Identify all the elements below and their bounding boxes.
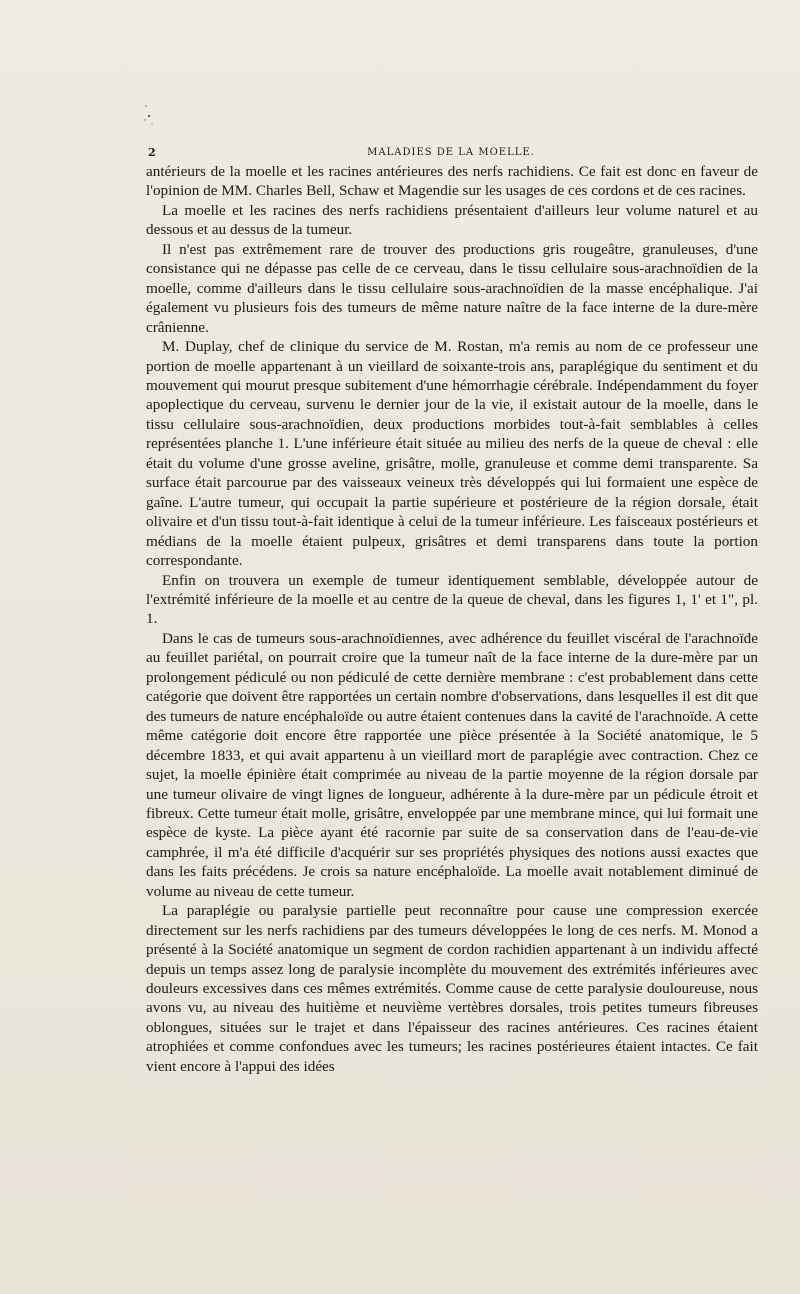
paragraph: antérieurs de la moelle et les racines antérieures des nerfs rachidiens. Ce fait est donc en faveur de l'opinion de MM. Charles Bell, Schaw et Magendie sur les usages de ces cordons et de ces racines.	[146, 163, 758, 200]
paragraph: La moelle et les racines des nerfs rachidiens présentaient d'ailleurs leur volume naturel et au dessous et au dessus de la tumeur.	[146, 201, 758, 239]
paragraph: M. Duplay, chef de clinique du service de M. Rostan, m'a remis au nom de ce professeur une portion de moelle appartenant à un vieillard de soixante-trois ans, paraplégique du sentiment et du mouvement qui mourut presque subitement d'une hémorrhagie cérébrale. Indépendamment du foyer apoplectique du cerveau, survenu le dernier jour de la vie, il existait autour de la moelle, dans le tissu cellulaire sous-arachnoïdien, deux productions morbides tout-à-fait semblables à celles représentées planche 1. L'une inférieure était située au milieu des nerfs de la queue de cheval : elle était du volume d'une grosse aveline, grisâtre, molle, granuleuse et comme demi transparente. Sa surface était parcourue par des vaisseaux veineux très développés qui lui formaient une espèce de gaîne. L'autre tumeur, qui occupait la partie supérieure et postérieure de la région dorsale, était olivaire et d'un tissu tout-à-fait identique à celui de la tumeur inférieure. Les faisceaux postérieurs et médians de la moelle étaient pulpeux, grisâtres et demi transparens dans toute la portion correspondante.	[146, 338, 758, 570]
page-number: 2	[148, 146, 156, 159]
body-text	[146, 162, 758, 1076]
page-header	[148, 146, 754, 162]
ink-specks	[140, 102, 160, 132]
paragraph: Enfin on trouvera un exemple de tumeur identiquement semblable, développée autour de l'extrémité inférieure de la moelle et au centre de la queue de cheval, dans les figures 1, 1' et 1", pl. 1.	[146, 571, 758, 628]
running-title: MALADIES DE LA MOELLE.	[367, 147, 535, 158]
paragraph: Dans le cas de tumeurs sous-arachnoïdiennes, avec adhérence du feuillet viscéral de l'arachnoïde au feuillet pariétal, on pourrait croire que la tumeur naît de la face interne de la dure-mère par un prolongement pédiculé ou non pédiculé de cette dernière membrane : c'est probablement dans cette catégorie que doivent être rapportées un certain nombre d'observations, dans lesquelles il est dit que des tumeurs de nature encéphaloïde ou autre étaient contenues dans la cavité de l'arachnoïde. A cette même catégorie doit encore être rapportée une pièce présentée à la Société anatomique, le 5 décembre 1833, et qui avait appartenu à un vieillard mort de paraplégie avec contraction. Chez ce sujet, la moelle épinière était comprimée au niveau de la partie moyenne de la région dorsale par une tumeur olivaire de vingt lignes de longueur, adhérente à la dure-mère par un pédicule étroit et fibreux. Cette tumeur était molle, grisâtre, enveloppée par une membrane mince, qui lui formait une espèce de kyste. La pièce ayant été racornie par suite de sa conservation dans de l'eau-de-vie camphrée, il m'a été difficile d'acquérir sur ses propriétés physiques des notions aussi exactes que dans les faits précédens. Je crois sa nature encéphaloïde. La moelle avait notablement diminué de volume au niveau de cette tumeur.	[146, 629, 758, 900]
paragraph: Il n'est pas extrêmement rare de trouver des productions gris rougeâtre, granuleuses, d'une consistance qui ne dépasse pas celle de ce cerveau, dans le tissu cellulaire sous-arachnoïdien de la moelle, comme d'ailleurs dans le tissu cellulaire sous-arachnoïdien de la masse encéphalique. J'ai également vu plusieurs fois des tumeurs de même nature naître de la face interne de la dure-mère crânienne.	[146, 240, 758, 336]
paragraph: La paraplégie ou paralysie partielle peut reconnaître pour cause une compression exercée directement sur les nerfs rachidiens par des tumeurs développées le long de ces nerfs. M. Monod a présenté à la Société anatomique un segment de cordon rachidien appartenant à un individu affecté depuis un temps assez long de paralysie incomplète du mouvement des extrémités inférieures avec douleurs excessives dans ces mêmes extrémités. Comme cause de cette paralysie douloureuse, nous avons vu, au niveau des huitième et neuvième vertèbres dorsales, trois petites tumeurs fibreuses oblongues, situées sur le trajet et dans l'épaisseur des racines antérieures. Ces racines étaient atrophiées et comme confondues avec les tumeurs; les racines postérieures étaient intactes. Ce fait vient encore à l'appui des idées	[146, 902, 758, 1075]
